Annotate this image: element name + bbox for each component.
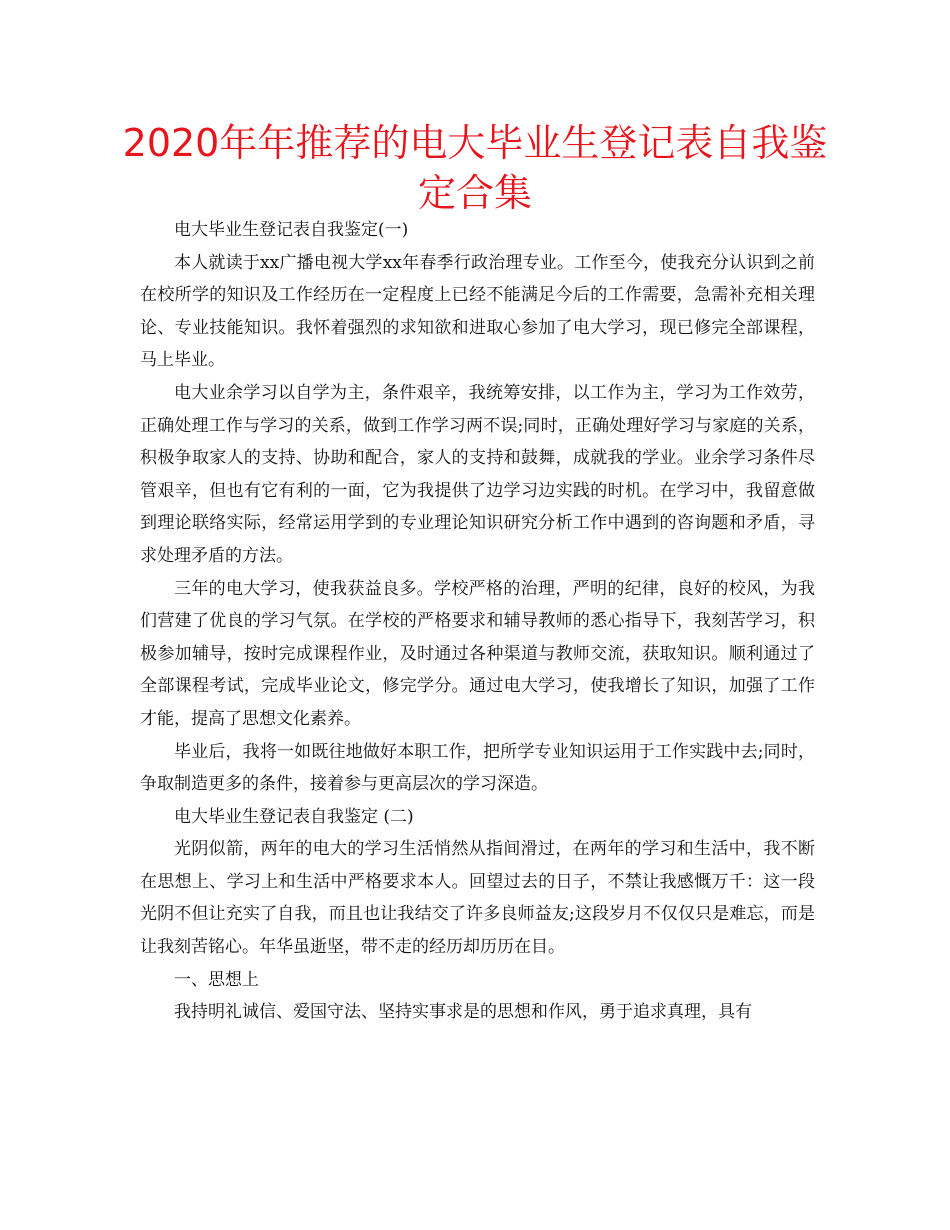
section-heading-2: 电大毕业生登记表自我鉴定 (二) bbox=[174, 806, 414, 827]
title-line-1: 2020年年推荐的电大毕业生登记表自我鉴 bbox=[122, 121, 828, 165]
paragraph: 我持明礼诚信、爱国守法、坚持实事求是的思想和作风，勇于追求真理，具有 bbox=[174, 1002, 752, 1023]
section-heading-1: 电大毕业生登记表自我鉴定(一) bbox=[174, 220, 409, 240]
paragraph: 光阴似箭，两年的电大的学习生活悄然从指间滑过，在两年的学习和生活中，我不断在思想上、学习上和生活中严格要求本人。回望过去的日子，不禁让我感慨万千：这一段光阴不但让充实了自我，而且也让我结交了许多良师益友;这段岁月不仅仅只是难忘，而是让我刻苦铭心。年华虽逝坚，带不走的经历却历历在目。 bbox=[140, 839, 815, 958]
paragraph: 三年的电大学习，使我获益良多。学校严格的治理，严明的纪律，良好的校风，为我们营建了优良的学习气氛。在学校的严格要求和辅导教师的悉心指导下，我刻苦学习，积极参加辅导，按时完成课程作业，及时通过各种渠道与教师交流，获取知识。顺利通过了全部课程考试，完成毕业论文，修完学分。通过电大学习，使我增长了知识，加强了工作才能，提高了思想文化素养。 bbox=[140, 578, 815, 729]
document-title bbox=[100, 118, 850, 218]
subsection-heading: 一、思想上 bbox=[174, 969, 259, 990]
paragraph: 毕业后，我将一如既往地做好本职工作，把所学专业知识运用于工作实践中去;同时，争取制造更多的条件，接着参与更高层次的学习深造。 bbox=[140, 741, 815, 795]
title-line-2: 定合集 bbox=[417, 171, 532, 215]
paragraph: 电大业余学习以自学为主，条件艰辛，我统筹安排，以工作为主，学习为工作效劳，正确处理工作与学习的关系，做到工作学习两不误;同时，正确处理好学习与家庭的关系，积极争取家人的支持、协助和配合，家人的支持和鼓舞，成就我的学业。业余学习条件尽管艰辛，但也有它有利的一面，它为我提供了边学习边实践的时机。在学习中，我留意做到理论联络实际，经常运用学到的专业理论知识研究分析工作中遇到的咨询题和矛盾，寻求处理矛盾的方法。 bbox=[140, 382, 815, 566]
document-body bbox=[140, 214, 815, 1029]
paragraph: 本人就读于xx广播电视大学xx年春季行政治理专业。工作至今，使我充分认识到之前在校所学的知识及工作经历在一定程度上已经不能满足今后的工作需要，急需补充相关理论、专业技能知识。我怀着强烈的求知欲和进取心参加了电大学习，现已修完全部课程，马上毕业。 bbox=[140, 252, 815, 371]
